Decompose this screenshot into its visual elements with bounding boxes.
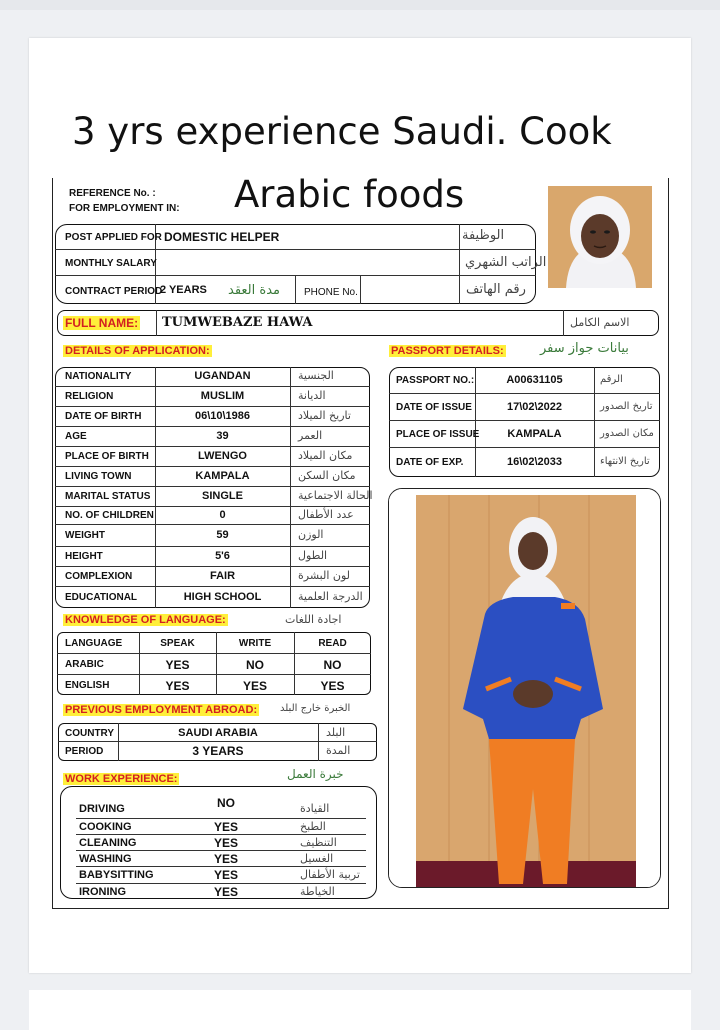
top-bar — [0, 0, 720, 10]
work-title: WORK EXPERIENCE: — [65, 773, 178, 785]
work-row-value: YES — [213, 885, 238, 899]
post-value: DOMESTIC HELPER — [164, 230, 280, 244]
headline-line-2: Arabic foods — [230, 173, 468, 216]
work-row-ar: الخياطة — [300, 885, 335, 898]
passport-row-value: KAMPALA — [507, 427, 562, 440]
full-name-label: FULL NAME: — [65, 316, 139, 330]
work-row-ar: الغسيل — [300, 852, 334, 865]
work-row-value: YES — [213, 852, 238, 866]
details-title: DETAILS OF APPLICATION: — [65, 345, 210, 357]
prev-country-ar: البلد — [326, 726, 346, 739]
details-row-value: SINGLE — [202, 490, 243, 502]
lang-row-speak: YES — [165, 658, 190, 672]
work-row-label: DRIVING — [79, 803, 125, 815]
details-row-label: MARITAL STATUS — [65, 491, 151, 502]
previous-ar-title: الخبرة خارج البلد — [280, 703, 351, 714]
details-row-ar: الحالة الاجتماعية — [298, 489, 373, 502]
details-row-label: RELIGION — [65, 391, 114, 402]
work-row-divider — [76, 818, 366, 819]
language-ar-title: اجادة اللغات — [285, 613, 342, 626]
contract-value: 2 YEARS — [160, 284, 207, 296]
passport-row-label: DATE OF EXP. — [396, 456, 464, 468]
passport-row-label: DATE OF ISSUE — [396, 401, 472, 413]
prev-period-value: 3 YEARS — [192, 744, 244, 758]
details-row-value: 39 — [216, 430, 229, 442]
salary-label: MONTHLY SALARY — [65, 258, 157, 269]
full-name-box — [57, 310, 659, 336]
details-row-ar: الوزن — [298, 528, 324, 541]
lang-header-language: LANGUAGE — [65, 638, 123, 649]
prev-country-value: SAUDI ARABIA — [178, 727, 258, 739]
lang-row-write: NO — [246, 658, 264, 672]
passport-row-value: 16\02\2033 — [506, 455, 563, 468]
details-row-label: DATE OF BIRTH — [65, 411, 142, 422]
work-row-value: YES — [213, 820, 238, 834]
details-row-value: 06\10\1986 — [194, 410, 251, 422]
work-row-value: NO — [217, 796, 235, 810]
previous-title: PREVIOUS EMPLOYMENT ABROAD: — [65, 704, 258, 716]
work-ar-title: خبرة العمل — [287, 767, 344, 781]
passport-ar-title: بيانات جواز سفر — [540, 341, 629, 356]
applicant-portrait — [548, 186, 652, 288]
lang-row-read: NO — [323, 658, 342, 672]
details-row-label: COMPLEXION — [65, 571, 133, 582]
details-row-ar: العمر — [298, 429, 323, 442]
lang-row-read: YES — [320, 679, 345, 693]
passport-row-value: 17\02\2022 — [506, 400, 563, 413]
next-page — [29, 990, 691, 1030]
post-ar: الوظيفة — [462, 228, 505, 243]
work-row-label: CLEANING — [79, 837, 137, 849]
lang-row-write: YES — [242, 679, 267, 693]
work-row-divider — [76, 850, 366, 851]
passport-row-label: PASSPORT NO.: — [396, 374, 475, 386]
details-row-ar: الجنسية — [298, 369, 334, 382]
details-row-value: 5'6 — [215, 550, 230, 562]
passport-row-label: PLACE OF ISSUE — [396, 428, 480, 440]
full-name-ar: الاسم الكامل — [570, 316, 630, 329]
details-row-ar: الطول — [298, 549, 328, 562]
passport-title: PASSPORT DETAILS: — [391, 345, 504, 357]
passport-row-ar: تاريخ الانتهاء — [600, 455, 650, 467]
details-row-ar: مكان السكن — [298, 469, 356, 482]
work-row-ar: القيادة — [300, 802, 330, 815]
details-row-label: LIVING TOWN — [65, 471, 132, 482]
passport-row-ar: تاريخ الصدور — [600, 400, 653, 412]
details-row-ar: مكان الميلاد — [298, 449, 353, 462]
salary-ar: الراتب الشهري — [465, 255, 547, 270]
details-row-label: NATIONALITY — [65, 371, 132, 382]
details-row-label: HEIGHT — [65, 551, 103, 562]
details-row-value: FAIR — [209, 570, 236, 582]
details-row-label: NO. OF CHILDREN — [65, 510, 154, 521]
details-row-ar: عدد الأطفال — [298, 508, 354, 521]
lang-header-speak: SPEAK — [160, 638, 195, 649]
prev-period-ar: المدة — [326, 744, 351, 757]
work-row-ar: تربية الأطفال — [300, 868, 360, 881]
details-row-label: AGE — [65, 431, 87, 442]
lang-row-speak: YES — [165, 679, 190, 693]
work-row-divider — [76, 866, 366, 867]
lang-row-name: ARABIC — [65, 659, 104, 670]
details-row-value: MUSLIM — [200, 390, 245, 402]
contract-ar: مدة العقد — [228, 283, 280, 298]
details-row-ar: لون البشرة — [298, 569, 350, 582]
details-row-label: WEIGHT — [65, 530, 105, 541]
passport-row-ar: مكان الصدور — [600, 427, 654, 439]
details-row-ar: تاريخ الميلاد — [298, 409, 351, 422]
phone-label: PHONE No. — [304, 287, 358, 298]
details-row-label: PLACE OF BIRTH — [65, 451, 149, 462]
details-row-ar: الدرجة العلمية — [298, 589, 363, 603]
language-title: KNOWLEDGE OF LANGUAGE: — [65, 614, 226, 626]
post-label: POST APPLIED FOR — [65, 232, 162, 243]
reference-label: REFERENCE No. : — [69, 188, 156, 199]
prev-country-label: COUNTRY — [65, 728, 115, 739]
lang-row-name: ENGLISH — [65, 680, 110, 691]
details-row-value: LWENGO — [198, 450, 247, 462]
work-row-label: IRONING — [79, 886, 127, 898]
contract-label: CONTRACT PERIOD — [65, 286, 163, 297]
work-row-ar: الطبخ — [300, 820, 326, 833]
details-row-value: 0 — [219, 509, 226, 521]
work-row-divider — [76, 834, 366, 835]
prev-period-label: PERIOD — [65, 746, 104, 757]
details-row-value: UGANDAN — [194, 370, 251, 382]
applicant-full-photo — [388, 488, 661, 888]
details-row-value: 59 — [216, 529, 229, 541]
full-name-value: TUMWEBAZE HAWA — [162, 315, 313, 330]
passport-row-ar: الرقم — [600, 373, 623, 385]
headline-line-1: 3 yrs experience Saudi. Cook — [72, 110, 612, 153]
details-row-label: EDUCATIONAL — [65, 591, 138, 603]
work-row-ar: التنظيف — [300, 836, 337, 849]
details-row-ar: الديانة — [298, 389, 326, 402]
lang-header-write: WRITE — [238, 638, 272, 649]
work-row-label: COOKING — [79, 821, 132, 833]
work-row-value: YES — [213, 868, 238, 882]
lang-header-read: READ — [318, 638, 347, 649]
details-row-value: HIGH SCHOOL — [183, 590, 262, 603]
work-row-label: BABYSITTING — [79, 869, 154, 881]
work-row-divider — [76, 883, 366, 884]
work-row-label: WASHING — [79, 853, 132, 865]
details-row-value: KAMPALA — [195, 470, 250, 482]
passport-row-value: A00631105 — [506, 373, 563, 386]
employment-label: FOR EMPLOYMENT IN: — [69, 203, 180, 214]
phone-ar: رقم الهاتف — [466, 282, 526, 297]
work-row-value: YES — [213, 836, 238, 850]
